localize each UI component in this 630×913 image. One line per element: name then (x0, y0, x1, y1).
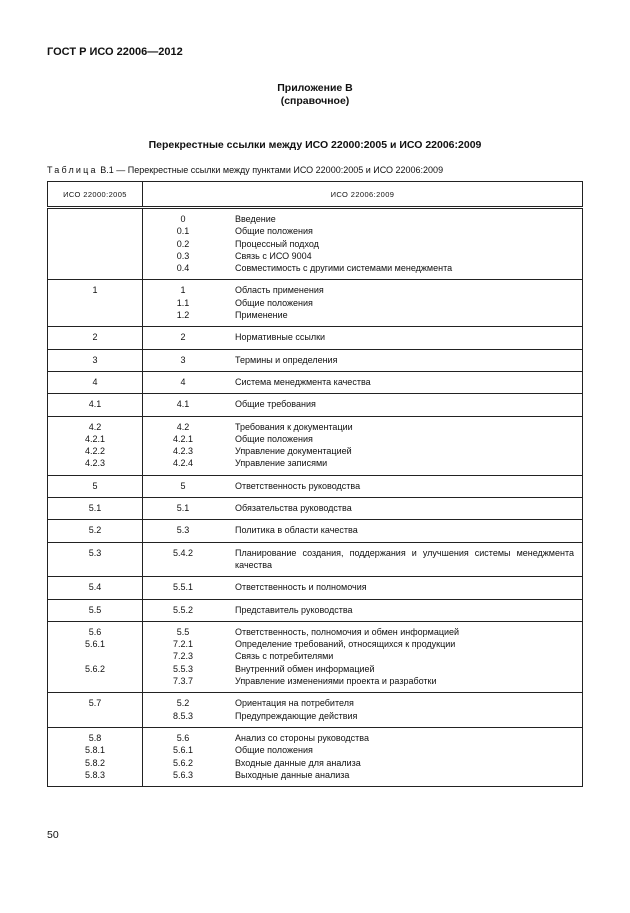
iso-22000-clause-cell (48, 349, 143, 371)
table-row (48, 599, 583, 621)
iso-22006-clause-number: 5.3 (176, 525, 190, 536)
iso-22006-clause-number: 7.2.1 (172, 639, 194, 650)
table-row (48, 208, 583, 280)
table-row (48, 577, 583, 599)
iso-22006-entry (143, 663, 582, 675)
iso-22000-clause-cell (48, 599, 143, 621)
iso-22006-clause-title: Область применения (235, 285, 324, 296)
iso-22006-clause-cell (143, 327, 583, 349)
iso-22006-clause-cell (143, 416, 583, 475)
iso-22000-clause: 4.2 (88, 421, 102, 432)
iso-22000-clause: 5.7 (88, 698, 102, 709)
iso-22006-clause-number: 0 (180, 214, 186, 224)
column-header-iso-22006: ИСО 22006:2009 (143, 182, 583, 208)
iso-22000-clause-cell (48, 416, 143, 475)
iso-22000-clause (48, 650, 142, 662)
iso-22000-clause: 5.8.3 (84, 769, 106, 780)
iso-22006-clause-title: Ответственность и полномочия (235, 582, 367, 593)
iso-22006-clause-title: Введение (235, 214, 276, 224)
iso-22006-clause-number: 5 (180, 480, 186, 491)
iso-22006-clause-cell (143, 693, 583, 728)
iso-22006-clause-title: Представитель руководства (235, 604, 353, 615)
iso-22006-clause-number: 7.2.3 (172, 651, 194, 662)
table-row (48, 727, 583, 786)
iso-22006-clause-title: Входные данные для анализа (235, 757, 361, 768)
iso-22000-clause-cell (48, 327, 143, 349)
table-row (48, 349, 583, 371)
iso-22006-clause-number: 4.2.4 (172, 458, 194, 469)
table-row (48, 621, 583, 692)
cross-reference-table (47, 181, 583, 787)
iso-22000-clause: 5 (92, 480, 98, 491)
iso-22006-clause-title: Общие положения (235, 297, 313, 308)
iso-22006-entry (143, 250, 582, 262)
table-header-row (48, 182, 583, 208)
table-row (48, 327, 583, 349)
iso-22006-entry (143, 354, 582, 366)
iso-22006-clause-cell (143, 394, 583, 416)
iso-22006-clause-number: 4.2 (176, 421, 190, 432)
iso-22006-clause-number: 5.6.3 (172, 769, 194, 780)
iso-22000-clause: 5.4 (88, 582, 102, 593)
iso-22006-entry (143, 376, 582, 388)
iso-22006-clause-number: 7.3.7 (172, 676, 194, 687)
iso-22006-clause-cell (143, 371, 583, 393)
iso-22006-clause-number: 5.6.2 (172, 757, 194, 768)
iso-22006-clause-title: Применение (235, 310, 288, 321)
iso-22006-entry (143, 502, 582, 514)
iso-22006-entry (143, 638, 582, 650)
iso-22006-clause-number: 5.5.2 (172, 604, 194, 615)
iso-22006-entry (143, 480, 582, 492)
iso-22006-clause-number: 5.5.3 (172, 663, 194, 674)
iso-22000-clause-cell (48, 621, 143, 692)
iso-22006-entry (143, 675, 582, 687)
table-caption (47, 165, 443, 175)
iso-22000-clause-cell (48, 693, 143, 728)
iso-22006-clause-number: 5.4.2 (172, 547, 194, 558)
iso-22006-entry (143, 284, 582, 296)
iso-22006-clause-number: 0.4 (176, 263, 190, 274)
iso-22000-clause: 4.2.1 (84, 433, 106, 444)
table-row (48, 394, 583, 416)
iso-22006-clause-number: 4.2.3 (172, 446, 194, 457)
table-caption-label: Таблица (47, 165, 98, 175)
iso-22006-clause-title: Управление записями (235, 458, 328, 469)
iso-22006-clause-title: Определение требований, относящихся к продукции (235, 639, 456, 650)
table-row (48, 498, 583, 520)
iso-22000-clause-cell (48, 727, 143, 786)
iso-22006-entry (143, 710, 582, 722)
iso-22006-clause-number: 5.5.1 (172, 582, 194, 593)
iso-22006-entry (143, 604, 582, 616)
iso-22006-clause-title: Нормативные ссылки (235, 332, 326, 343)
iso-22006-clause-cell (143, 475, 583, 497)
iso-22006-clause-cell (143, 498, 583, 520)
iso-22006-entry (143, 238, 582, 250)
iso-22006-clause-title: Общие положения (235, 433, 313, 444)
iso-22006-entry (143, 547, 582, 572)
iso-22006-clause-title: Управление документацией (235, 446, 352, 457)
iso-22006-clause-cell (143, 727, 583, 786)
table-row (48, 520, 583, 542)
iso-22006-entry (143, 757, 582, 769)
iso-22000-clause: 5.8.2 (84, 757, 106, 768)
page-number: 50 (47, 829, 59, 841)
iso-22006-clause-title: Обязательства руководства (235, 503, 352, 514)
iso-22000-clause: 4.2.2 (84, 446, 106, 457)
iso-22006-clause-number: 8.5.3 (172, 710, 194, 721)
annex-title: Приложение В (277, 82, 353, 94)
iso-22006-entry (143, 331, 582, 343)
iso-22000-clause: 4 (92, 376, 98, 387)
iso-22000-clause-cell (48, 520, 143, 542)
iso-22000-clause-cell (48, 498, 143, 520)
iso-22006-clause-title: Связь с ИСО 9004 (235, 250, 312, 261)
iso-22000-clause-cell (48, 542, 143, 577)
iso-22006-entry (143, 581, 582, 593)
iso-22006-clause-number: 5.1 (176, 503, 190, 514)
iso-22006-clause-number: 1.1 (176, 297, 190, 308)
iso-22006-clause-number: 4 (180, 376, 186, 387)
iso-22006-entry (143, 732, 582, 744)
iso-22000-clause-cell (48, 371, 143, 393)
iso-22006-clause-number: 4.1 (176, 399, 190, 410)
iso-22006-clause-cell (143, 542, 583, 577)
iso-22006-clause-title: Выходные данные анализа (235, 769, 350, 780)
iso-22006-clause-title: Совместимость с другими системами менеджмента (235, 263, 453, 274)
iso-22006-clause-title: Ответственность руководства (235, 480, 361, 491)
iso-22006-entry (143, 309, 582, 321)
iso-22000-clause: 2 (92, 332, 98, 343)
iso-22000-clause: 5.6.1 (84, 639, 106, 650)
iso-22006-entry (143, 213, 582, 225)
iso-22006-entry (143, 398, 582, 410)
iso-22006-clause-title: Общие положения (235, 745, 313, 756)
iso-22006-entry (143, 524, 582, 536)
iso-22006-clause-cell (143, 577, 583, 599)
table-row (48, 280, 583, 327)
iso-22006-clause-title: Анализ со стороны руководства (235, 732, 369, 743)
iso-22006-clause-number: 1.2 (176, 310, 190, 321)
iso-22006-entry (143, 744, 582, 756)
table-row (48, 542, 583, 577)
table-caption-text: В.1 — Перекрестные ссылки между пунктами ИСО 22000:2005 и ИСО 22006:2009 (100, 165, 444, 175)
iso-22000-clause: 5.8.1 (84, 745, 106, 756)
iso-22006-clause-cell (143, 520, 583, 542)
iso-22006-clause-title: Управление изменениями проекта и разработки (235, 676, 437, 687)
iso-22006-clause-title: Система менеджмента качества (235, 376, 371, 387)
iso-22006-entry (143, 445, 582, 457)
iso-22006-clause-title: Связь с потребителями (235, 651, 334, 662)
table-body (48, 208, 583, 787)
annex-subtitle: (справочное) (280, 95, 350, 107)
iso-22006-clause-title: Термины и определения (235, 354, 338, 365)
iso-22000-clause: 5.6 (88, 626, 102, 637)
iso-22006-clause-title: Ответственность, полномочия и обмен информацией (235, 626, 460, 637)
table-row (48, 693, 583, 728)
iso-22006-clause-title: Ориентация на потребителя (235, 698, 354, 709)
iso-22000-clause: 4.2.3 (84, 458, 106, 469)
iso-22000-clause-cell (48, 208, 143, 280)
column-header-iso-22000: ИСО 22000:2005 (48, 182, 143, 208)
iso-22006-clause-number: 5.5 (176, 626, 190, 637)
iso-22000-clause: 3 (92, 354, 98, 365)
iso-22000-clause: 1 (92, 285, 98, 296)
iso-22006-clause-title: Процессный подход (235, 238, 319, 249)
iso-22000-clause-cell (48, 280, 143, 327)
table-row (48, 475, 583, 497)
iso-22006-clause-number: 2 (180, 332, 186, 343)
table-row (48, 416, 583, 475)
iso-22006-entry (143, 697, 582, 709)
iso-22000-clause: 5.2 (88, 525, 102, 536)
iso-22000-clause: 5.3 (88, 547, 102, 558)
iso-22006-clause-title: Требования к документации (235, 421, 353, 432)
iso-22006-clause-cell (143, 208, 583, 280)
iso-22006-clause-number: 0.2 (176, 238, 190, 249)
iso-22006-clause-number: 5.6 (176, 732, 190, 743)
iso-22006-entry (143, 626, 582, 638)
iso-22006-entry (143, 433, 582, 445)
iso-22006-entry (143, 421, 582, 433)
iso-22006-clause-cell (143, 621, 583, 692)
iso-22000-clause: 5.5 (88, 604, 102, 615)
iso-22006-clause-title: Планирование создания, поддержания и улучшения системы менеджмента качества (235, 547, 574, 570)
iso-22006-clause-cell (143, 280, 583, 327)
iso-22006-clause-number: 5.2 (176, 698, 190, 709)
iso-22006-clause-title: Внутренний обмен информацией (235, 663, 375, 674)
iso-22000-clause-cell (48, 394, 143, 416)
iso-22006-entry (143, 262, 582, 274)
iso-22006-clause-title: Общие положения (235, 226, 313, 237)
iso-22000-clause: 5.1 (88, 503, 102, 514)
iso-22000-clause: 5.8 (88, 732, 102, 743)
iso-22000-clause (48, 213, 142, 225)
iso-22000-clause-cell (48, 577, 143, 599)
iso-22006-entry (143, 225, 582, 237)
iso-22006-entry (143, 457, 582, 469)
iso-22006-clause-number: 5.6.1 (172, 745, 194, 756)
iso-22006-clause-number: 3 (180, 354, 186, 365)
table-row (48, 371, 583, 393)
iso-22006-entry (143, 769, 582, 781)
iso-22006-clause-cell (143, 599, 583, 621)
iso-22000-clause: 4.1 (88, 399, 102, 410)
document-code: ГОСТ Р ИСО 22006—2012 (47, 46, 183, 58)
iso-22006-clause-title: Политика в области качества (235, 525, 358, 536)
iso-22000-clause (48, 675, 142, 687)
iso-22006-clause-number: 4.2.1 (172, 433, 194, 444)
iso-22006-clause-number: 0.3 (176, 250, 190, 261)
iso-22006-clause-title: Общие требования (235, 399, 316, 410)
iso-22006-clause-cell (143, 349, 583, 371)
iso-22006-clause-title: Предупреждающие действия (235, 710, 358, 721)
iso-22000-clause: 5.6.2 (84, 663, 106, 674)
iso-22006-entry (143, 297, 582, 309)
iso-22006-clause-number: 0.1 (176, 226, 190, 237)
iso-22006-clause-number: 1 (180, 285, 186, 296)
iso-22006-entry (143, 650, 582, 662)
iso-22000-clause-cell (48, 475, 143, 497)
section-title: Перекрестные ссылки между ИСО 22000:2005 и ИСО 22006:2009 (148, 139, 482, 151)
